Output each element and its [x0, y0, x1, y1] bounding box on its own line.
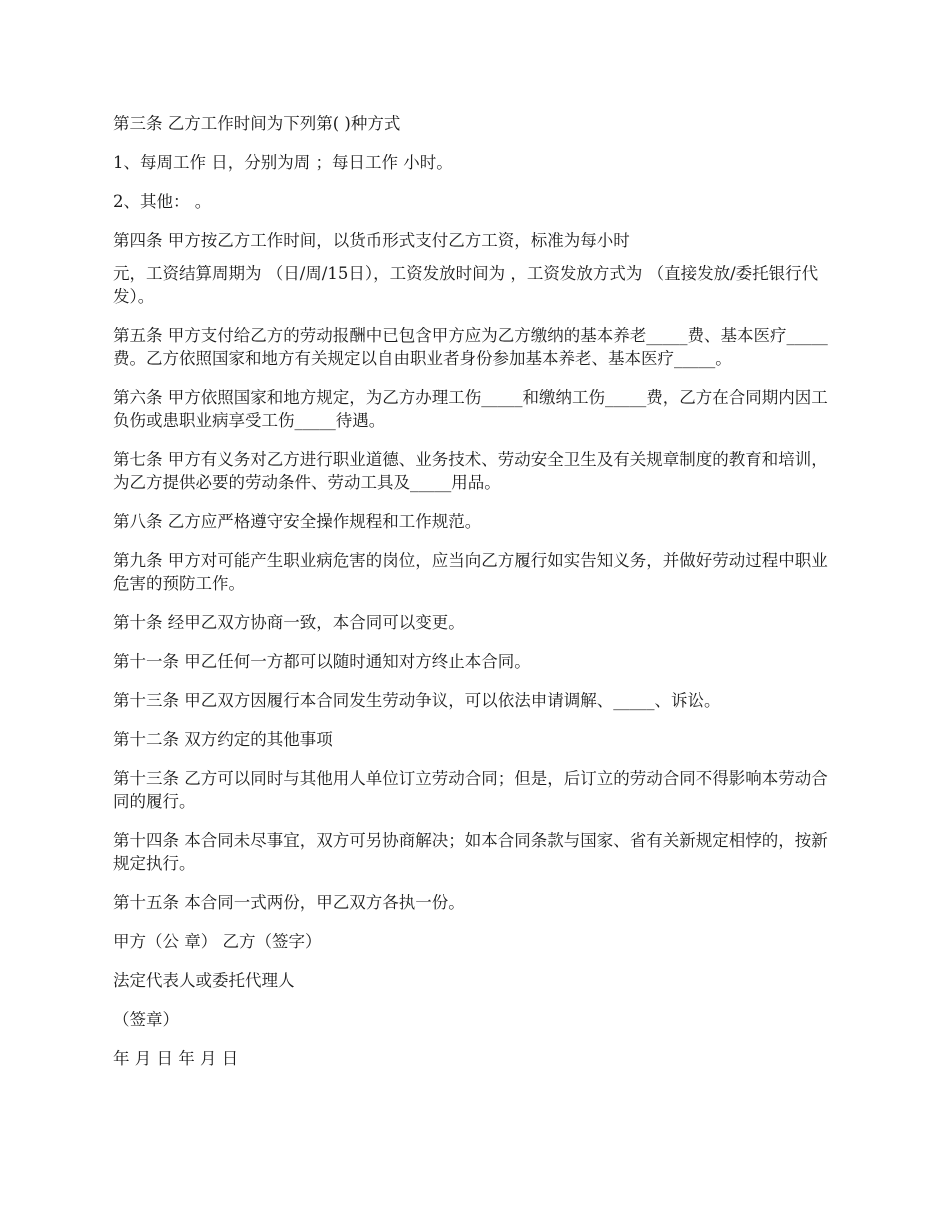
seal-line: （签章） — [113, 1010, 179, 1029]
article-13a-paragraph: 第十三条 甲乙双方因履行本合同发生劳动争议，可以依法申请调解、_____、诉讼。 — [113, 691, 721, 710]
article-6-paragraph: 第六条 甲方依照国家和地方规定，为乙方办理工伤_____和缴纳工伤_____费，乙方在合同期内因工负伤或患职业病享受工伤_____待遇。 — [113, 388, 828, 430]
article-4-paragraph: 第四条 甲方按乙方工作时间，以货币形式支付乙方工资，标准为每小时 — [113, 231, 630, 250]
article-7-paragraph: 第七条 甲方有义务对乙方进行职业道德、业务技术、劳动安全卫生及有关规章制度的教育和培训，为乙方提供必要的劳动条件、劳动工具及_____用品。 — [113, 450, 828, 492]
signature-parties-line: 甲方（公 章） 乙方（签字） — [113, 932, 322, 951]
article-4-continued: 元，工资结算周期为 （日/周/15日），工资发放时间为 ，工资发放方式为 （直接发放/委托银行代发）。 — [113, 264, 819, 306]
document-body — [113, 112, 838, 1086]
article-3-paragraph: 第三条 乙方工作时间为下列第( )种方式 — [113, 114, 401, 133]
article-10-paragraph: 第十条 经甲乙双方协商一致，本合同可以变更。 — [113, 613, 465, 632]
article-13b-paragraph: 第十三条 乙方可以同时与其他用人单位订立劳动合同；但是，后订立的劳动合同不得影响本劳动合同的履行。 — [113, 769, 828, 811]
article-11-paragraph: 第十一条 甲乙任何一方都可以随时通知对方终止本合同。 — [113, 652, 531, 671]
article-8-paragraph: 第八条 乙方应严格遵守安全操作规程和工作规范。 — [113, 512, 482, 531]
article-14-paragraph: 第十四条 本合同未尽事宜，双方可另协商解决；如本合同条款与国家、省有关新规定相悖的，按新规定执行。 — [113, 831, 828, 873]
date-line: 年 月 日 年 月 日 — [113, 1049, 239, 1068]
article-12-paragraph: 第十二条 双方约定的其他事项 — [113, 730, 333, 749]
article-9-paragraph: 第九条 甲方对可能产生职业病危害的岗位，应当向乙方履行如实告知义务，并做好劳动过程中职业危害的预防工作。 — [113, 551, 828, 593]
legal-representative-line: 法定代表人或委托代理人 — [113, 971, 295, 990]
work-hours-option-2: 2、其他： 。 — [113, 192, 212, 211]
article-15-paragraph: 第十五条 本合同一式两份，甲乙双方各执一份。 — [113, 893, 465, 912]
work-hours-option-1: 1、每周工作 日，分别为周 ；每日工作 小时。 — [113, 153, 453, 172]
article-5-paragraph: 第五条 甲方支付给乙方的劳动报酬中已包含甲方应为乙方缴纳的基本养老_____费、基本医疗_____费。乙方依照国家和地方有关规定以自由职业者身份参加基本养老、基本医疗_____。 — [113, 326, 828, 368]
